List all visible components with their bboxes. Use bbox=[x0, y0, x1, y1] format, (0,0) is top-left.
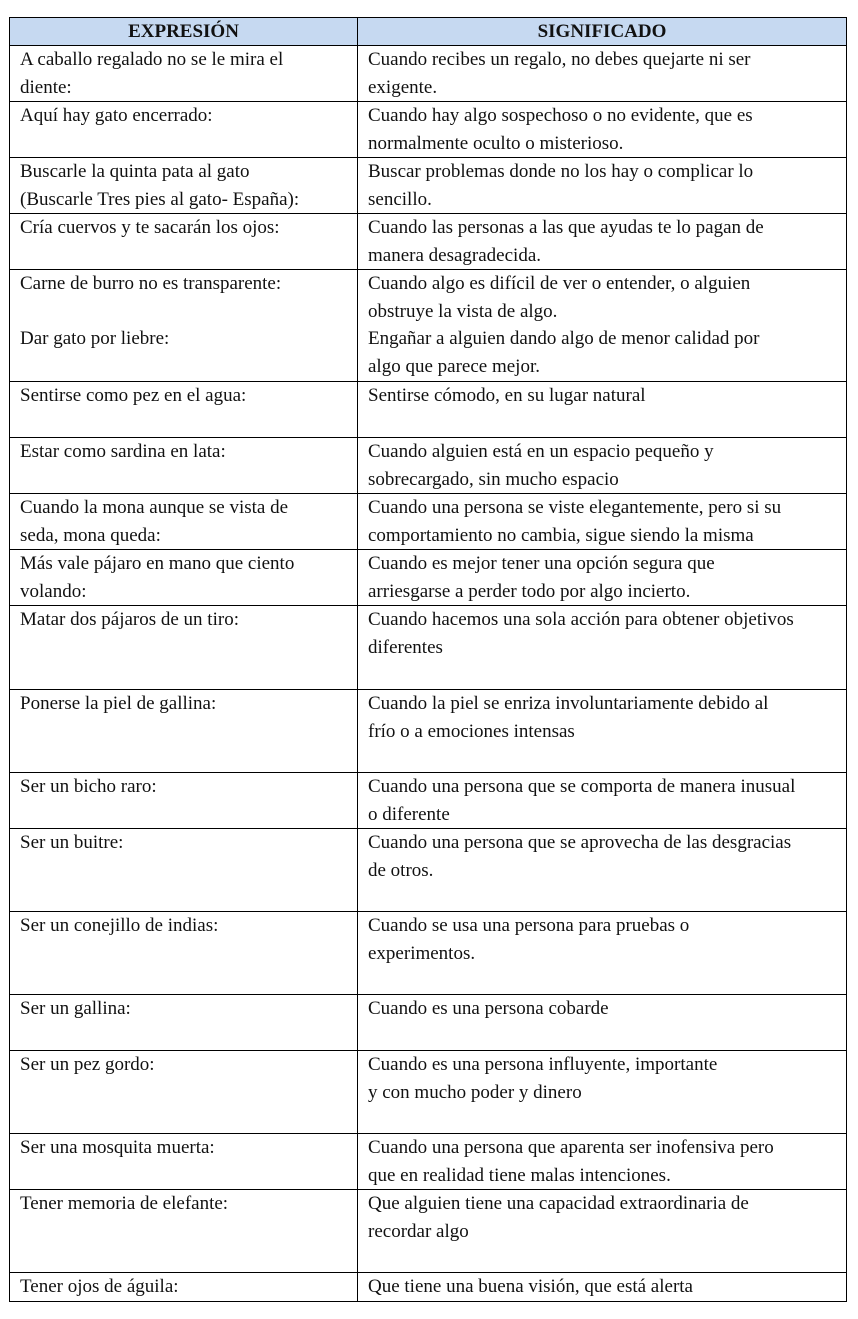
significado-line: Cuando algo es difícil de ver o entender, o alguien bbox=[368, 273, 751, 294]
expresion-line: Ser un bicho raro: bbox=[20, 776, 157, 797]
expresion-line: diente: bbox=[20, 76, 72, 98]
expresion-cell bbox=[10, 1134, 358, 1190]
significado-line: y con mucho poder y dinero bbox=[368, 1081, 582, 1103]
significado-cell bbox=[358, 438, 847, 494]
expresion-line: Ser una mosquita muerta: bbox=[20, 1137, 215, 1158]
table-row bbox=[10, 912, 847, 995]
significado-cell bbox=[358, 494, 847, 550]
significado-cell bbox=[358, 270, 847, 382]
significado-line: de otros. bbox=[368, 859, 434, 881]
expresion-cell bbox=[10, 158, 358, 214]
significado-cell bbox=[358, 158, 847, 214]
table-row bbox=[10, 690, 847, 773]
expresion-cell bbox=[10, 912, 358, 995]
table-row bbox=[10, 1134, 847, 1190]
significado-line: Cuando es una persona cobarde bbox=[368, 998, 609, 1019]
significado-cell bbox=[358, 102, 847, 158]
expresion-cell bbox=[10, 995, 358, 1051]
table-row bbox=[10, 1190, 847, 1273]
significado-cell bbox=[358, 829, 847, 912]
expresion-line: Ser un pez gordo: bbox=[20, 1054, 155, 1075]
significado-cell bbox=[358, 995, 847, 1051]
table-row bbox=[10, 102, 847, 158]
significado-line: que en realidad tiene malas intenciones. bbox=[368, 1164, 671, 1186]
expresion-cell bbox=[10, 550, 358, 606]
table-header bbox=[10, 18, 847, 46]
table-row bbox=[10, 606, 847, 690]
expresion-line: Dar gato por liebre: bbox=[20, 328, 170, 349]
expresion-line: Matar dos pájaros de un tiro: bbox=[20, 609, 239, 630]
significado-line: sencillo. bbox=[368, 188, 432, 210]
expresion-cell bbox=[10, 1051, 358, 1134]
significado-line: Cuando las personas a las que ayudas te lo pagan de bbox=[368, 217, 764, 238]
significado-line: algo que parece mejor. bbox=[368, 355, 540, 377]
expresion-line: Ser un conejillo de indias: bbox=[20, 915, 219, 936]
significado-cell bbox=[358, 382, 847, 438]
table-row bbox=[10, 995, 847, 1051]
expresion-cell bbox=[10, 494, 358, 550]
expresion-cell bbox=[10, 438, 358, 494]
significado-cell bbox=[358, 214, 847, 270]
significado-line: arriesgarse a perder todo por algo incierto. bbox=[368, 580, 691, 602]
table-row bbox=[10, 1051, 847, 1134]
significado-cell bbox=[358, 773, 847, 829]
significado-cell bbox=[358, 46, 847, 102]
expresion-cell bbox=[10, 270, 358, 382]
significado-line: frío o a emociones intensas bbox=[368, 720, 575, 742]
significado-cell bbox=[358, 690, 847, 773]
expresion-cell bbox=[10, 1273, 358, 1302]
significado-line: Cuando es una persona influyente, importante bbox=[368, 1054, 718, 1075]
significado-cell bbox=[358, 550, 847, 606]
table-row bbox=[10, 158, 847, 214]
table-row bbox=[10, 494, 847, 550]
significado-line: Engañar a alguien dando algo de menor calidad por bbox=[368, 328, 760, 349]
expresion-line: Cría cuervos y te sacarán los ojos: bbox=[20, 217, 280, 238]
expresion-line: (Buscarle Tres pies al gato- España): bbox=[20, 188, 300, 210]
header-row bbox=[10, 18, 847, 46]
significado-line: exigente. bbox=[368, 76, 438, 98]
significado-line: Cuando recibes un regalo, no debes quejarte ni ser bbox=[368, 49, 751, 70]
significado-line: Cuando una persona se viste elegantemente, pero si su bbox=[368, 497, 782, 518]
expresion-line bbox=[20, 298, 347, 326]
significado-line: Cuando hacemos una sola acción para obtener objetivos bbox=[368, 609, 794, 630]
significado-line: Que tiene una buena visión, que está alerta bbox=[368, 1276, 693, 1297]
table-row bbox=[10, 214, 847, 270]
header-significado: SIGNIFICADO bbox=[358, 18, 847, 46]
significado-line: Cuando es mejor tener una opción segura que bbox=[368, 553, 715, 574]
expresion-line: Más vale pájaro en mano que ciento bbox=[20, 553, 295, 574]
expresion-line: Estar como sardina en lata: bbox=[20, 441, 226, 462]
table-row bbox=[10, 438, 847, 494]
expresion-cell bbox=[10, 382, 358, 438]
table-row bbox=[10, 550, 847, 606]
significado-cell bbox=[358, 1190, 847, 1273]
table-row bbox=[10, 1273, 847, 1302]
significado-cell bbox=[358, 1273, 847, 1302]
significado-line: Cuando alguien está en un espacio pequeño y bbox=[368, 441, 714, 462]
expresion-line: volando: bbox=[20, 580, 87, 602]
significado-line: o diferente bbox=[368, 803, 450, 825]
expresion-line: Buscarle la quinta pata al gato bbox=[20, 161, 250, 182]
expresion-line: seda, mona queda: bbox=[20, 524, 161, 546]
expresion-cell bbox=[10, 773, 358, 829]
expresion-cell bbox=[10, 46, 358, 102]
expressions-table bbox=[9, 17, 847, 1302]
expresion-cell bbox=[10, 829, 358, 912]
table-row bbox=[10, 382, 847, 438]
significado-line: experimentos. bbox=[368, 942, 476, 964]
table-row bbox=[10, 46, 847, 102]
significado-cell bbox=[358, 606, 847, 690]
header-expresion: EXPRESIÓN bbox=[10, 18, 358, 46]
significado-cell bbox=[358, 1051, 847, 1134]
expresion-line: Ponerse la piel de gallina: bbox=[20, 693, 217, 714]
significado-line: sobrecargado, sin mucho espacio bbox=[368, 468, 619, 490]
expresion-line: Ser un buitre: bbox=[20, 832, 124, 853]
significado-line: Sentirse cómodo, en su lugar natural bbox=[368, 385, 646, 406]
significado-line: Que alguien tiene una capacidad extraordinaria de bbox=[368, 1193, 749, 1214]
significado-line: comportamiento no cambia, sigue siendo la misma bbox=[368, 524, 754, 546]
expresion-line: Sentirse como pez en el agua: bbox=[20, 385, 247, 406]
significado-line: obstruye la vista de algo. bbox=[368, 300, 558, 322]
significado-cell bbox=[358, 1134, 847, 1190]
expresion-cell bbox=[10, 214, 358, 270]
expresion-line: Cuando la mona aunque se vista de bbox=[20, 497, 289, 518]
table-row bbox=[10, 773, 847, 829]
expresion-cell bbox=[10, 102, 358, 158]
significado-cell bbox=[358, 912, 847, 995]
significado-line: Cuando la piel se enriza involuntariamente debido al bbox=[368, 693, 769, 714]
expresion-line: A caballo regalado no se le mira el bbox=[20, 49, 284, 70]
table-row bbox=[10, 829, 847, 912]
significado-line: Cuando hay algo sospechoso o no evidente, que es bbox=[368, 105, 753, 126]
table-row bbox=[10, 270, 847, 382]
expresion-line: Tener memoria de elefante: bbox=[20, 1193, 229, 1214]
significado-line: manera desagradecida. bbox=[368, 244, 542, 266]
significado-line: Cuando se usa una persona para pruebas o bbox=[368, 915, 690, 936]
expresion-line: Aquí hay gato encerrado: bbox=[20, 105, 213, 126]
expresion-cell bbox=[10, 1190, 358, 1273]
significado-line: normalmente oculto o misterioso. bbox=[368, 132, 624, 154]
significado-line: diferentes bbox=[368, 636, 443, 658]
expresion-cell bbox=[10, 606, 358, 690]
table-body bbox=[10, 46, 847, 1302]
significado-line: Cuando una persona que aparenta ser inofensiva pero bbox=[368, 1137, 774, 1158]
expresion-line: Ser un gallina: bbox=[20, 998, 131, 1019]
expresion-line: Carne de burro no es transparente: bbox=[20, 273, 282, 294]
significado-line: Cuando una persona que se comporta de manera inusual bbox=[368, 776, 796, 797]
significado-line: Cuando una persona que se aprovecha de las desgracias bbox=[368, 832, 792, 853]
significado-line: recordar algo bbox=[368, 1220, 469, 1242]
significado-line: Buscar problemas donde no los hay o complicar lo bbox=[368, 161, 754, 182]
expresion-line: Tener ojos de águila: bbox=[20, 1276, 179, 1297]
expresion-cell bbox=[10, 690, 358, 773]
